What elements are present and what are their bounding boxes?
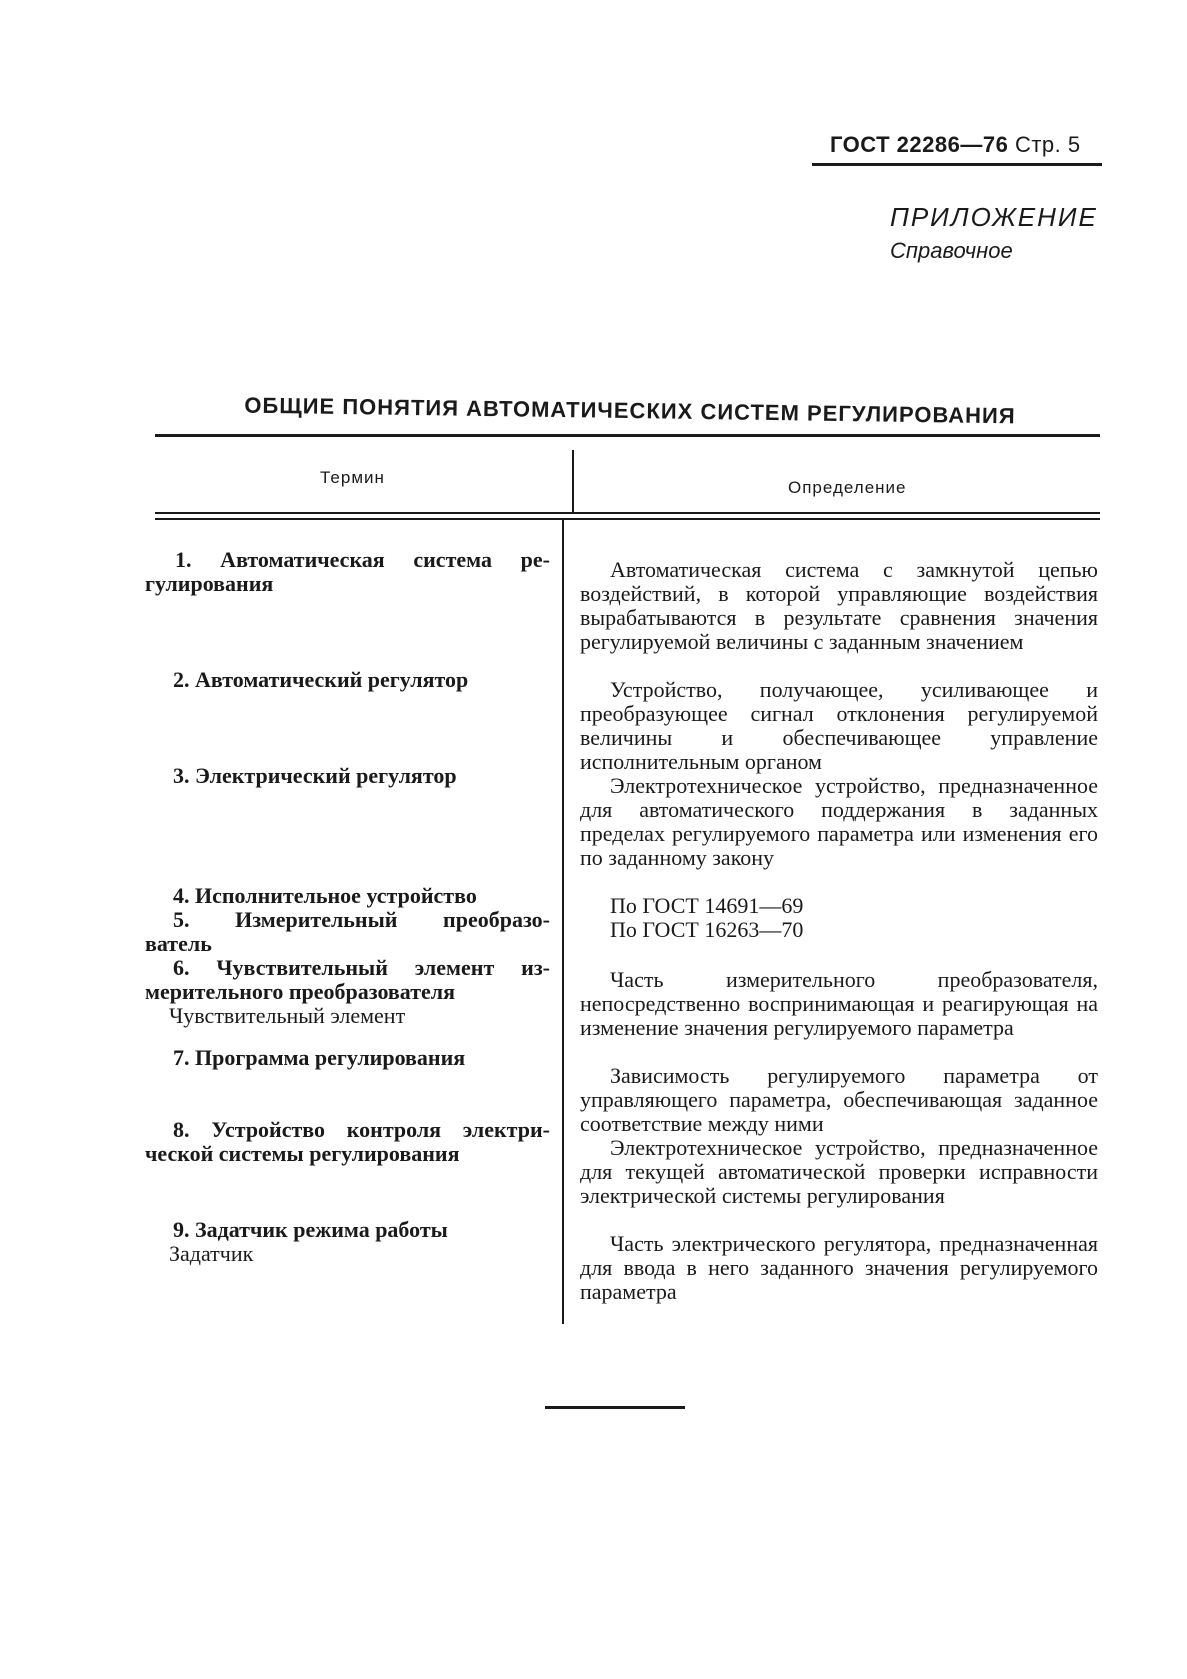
term-3-line1: 3. Электрический регулятор	[173, 763, 457, 788]
header-code	[830, 132, 1100, 158]
definition-5-text: По ГОСТ 16263—70	[610, 917, 804, 942]
term-1-line1: 1. Автоматическая система ре-	[175, 547, 550, 572]
term-1	[145, 548, 550, 596]
term-2-line1: 2. Автоматический регулятор	[173, 667, 469, 692]
term-4	[145, 884, 550, 908]
column-header-term: Термин	[320, 468, 385, 487]
definition-6-text: Часть измерительного преобразователя, непосредственно воспринимающая и реагирующая на изменение значения регулируемого параметра	[580, 967, 1098, 1040]
definition-1-text: Автоматическая система с замкнутой цепью воздействий, в которой управляющие воздействия вырабатываются в результате сравнения значения регулируемой величины с заданным значением	[580, 557, 1098, 654]
definition-7	[580, 1064, 1098, 1136]
table-top-rule	[155, 434, 1100, 437]
standard-number: ГОСТ 22286—76	[830, 132, 1009, 157]
term-6-line2: мерительного преобразователя	[145, 979, 456, 1004]
header-column-divider	[572, 450, 574, 514]
footer-rule	[545, 1406, 685, 1409]
term-9	[145, 1218, 550, 1266]
definition-7-text: Зависимость регулируемого параметра от управляющего параметра, обеспечивающая заданное соответствие между ними	[580, 1063, 1098, 1136]
term-8-line1: 8. Устройство контроля электри-	[173, 1117, 550, 1142]
definition-2-text: Устройство, получающее, усиливающее и преобразующее сигнал отклонения регулируемой величины и обеспечивающее управление исполнительным органом	[580, 677, 1098, 774]
header-double-rule-2	[155, 518, 1100, 520]
term-7	[145, 1046, 550, 1070]
definition-8	[580, 1136, 1098, 1208]
definition-4-text: По ГОСТ 14691—69	[610, 893, 804, 918]
appendix-label: ПРИЛОЖЕНИЕ	[890, 202, 1098, 232]
term-8	[145, 1118, 550, 1166]
page-number: Стр. 5	[1014, 132, 1081, 157]
term-7-line1: 7. Программа регулирования	[173, 1045, 466, 1070]
definition-8-text: Электротехническое устройство, предназначенное для текущей автоматической проверки исправности электрической системы регулирования	[580, 1135, 1098, 1208]
definition-1	[580, 558, 1098, 654]
term-8-line2: ческой системы регулирования	[145, 1141, 460, 1166]
term-6-synonym: Чувствительный элемент	[169, 1003, 406, 1028]
definition-3-text: Электротехническое устройство, предназначенное для автоматического поддержания в заданных пределах регулируемого параметра или изменения его по заданному закону	[580, 773, 1098, 870]
term-5-line1: 5. Измерительный преобразо-	[173, 907, 550, 932]
term-2	[145, 668, 550, 692]
header-double-rule-1	[155, 512, 1100, 514]
term-9-line1: 9. Задатчик режима работы	[173, 1217, 448, 1242]
definition-4	[580, 894, 1098, 918]
term-6	[145, 956, 550, 1028]
column-header-definition: Определение	[788, 478, 907, 497]
term-6-line1: 6. Чувствительный элемент из-	[173, 955, 550, 980]
definition-6	[580, 968, 1098, 1040]
body-column-divider	[562, 520, 564, 1324]
definition-2	[580, 678, 1098, 774]
definition-9-text: Часть электрического регулятора, предназначенная для ввода в него заданного значения регулируемого параметра	[580, 1231, 1098, 1304]
term-5	[145, 908, 550, 956]
header-rule	[812, 163, 1102, 166]
definition-9	[580, 1232, 1098, 1304]
term-5-line2: ватель	[145, 931, 212, 956]
appendix-type: Справочное	[890, 238, 1013, 263]
term-4-line1: 4. Исполнительное устройство	[173, 883, 477, 908]
term-1-line2: гулирования	[145, 571, 274, 596]
definition-5	[580, 918, 1098, 942]
page-title: ОБЩИЕ ПОНЯТИЯ АВТОМАТИЧЕСКИХ СИСТЕМ РЕГУЛИРОВАНИЯ	[244, 392, 1016, 429]
definition-3	[580, 774, 1098, 870]
term-9-synonym: Задатчик	[169, 1241, 254, 1266]
term-3	[145, 764, 550, 788]
